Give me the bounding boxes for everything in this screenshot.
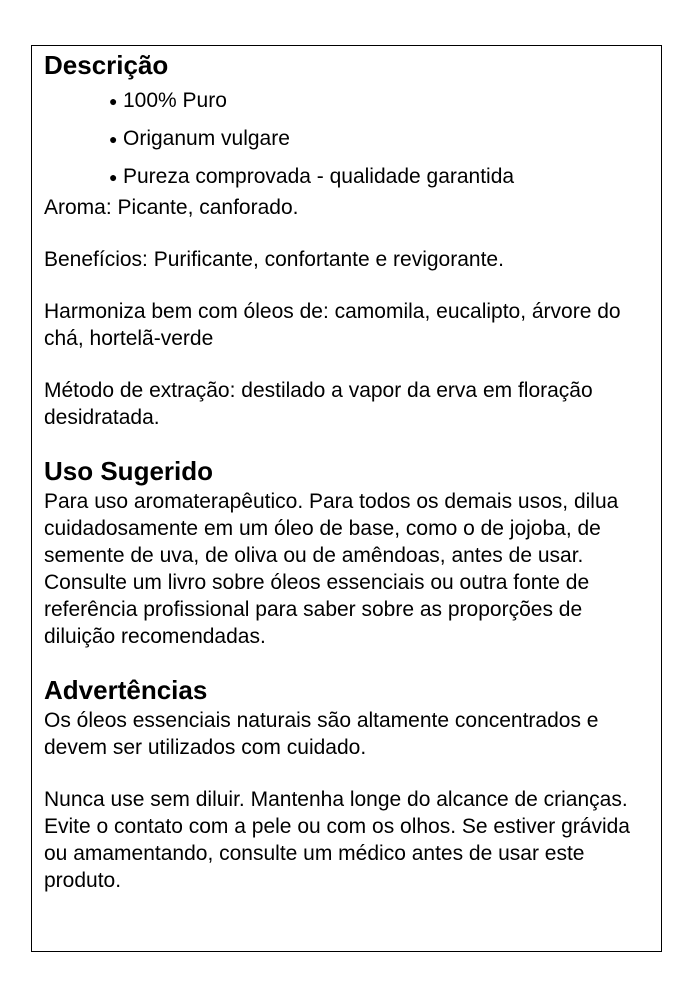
bullet-item-species: [44, 120, 656, 158]
description-bullet-list: [44, 82, 656, 196]
label-frame: [31, 45, 662, 952]
benefits-text: Benefícios: Purificante, confortante e revigorante.: [44, 248, 504, 271]
bullet-text: Origanum vulgare: [123, 127, 290, 150]
bullet-icon: ●: [109, 131, 118, 147]
bullet-text: Pureza comprovada - qualidade garantida: [123, 165, 515, 188]
bullet-text: 100% Puro: [123, 89, 227, 112]
usage-text: Para uso aromaterapêutico. Para todos os demais usos, dilua cuidadosamente em um óleo de base, como o de jojoba, de semente de uva, de oliva ou de amêndoas, antes de usar. Consulte um livro sobre óleos essenciais ou outra fonte de referência profissional para saber sobre as proporções de diluição recomendadas.: [44, 490, 619, 648]
bullet-item-purity-percent: [44, 82, 656, 120]
description-heading: Descrição: [44, 50, 169, 80]
aroma-text: Aroma: Picante, canforado.: [44, 196, 299, 219]
blends-text: Harmoniza bem com óleos de: camomila, eucalipto, árvore do chá, hortelã-verde: [44, 300, 621, 350]
usage-heading: Uso Sugerido: [44, 456, 214, 486]
bullet-icon: ●: [109, 169, 118, 185]
bullet-icon: ●: [109, 93, 118, 109]
label-content: [44, 46, 656, 894]
warning-paragraph: Os óleos essenciais naturais são altamente concentrados e devem ser utilizados com cuidado.: [44, 709, 599, 759]
warning-paragraph: Nunca use sem diluir. Mantenha longe do alcance de crianças. Evite o contato com a pele ou com os olhos. Se estiver grávida ou amamentando, consulte um médico antes de usar este produto.: [44, 788, 630, 892]
warnings-heading: Advertências: [44, 675, 208, 705]
bullet-item-quality: [44, 158, 656, 196]
extraction-text: Método de extração: destilado a vapor da erva em floração desidratada.: [44, 379, 593, 429]
